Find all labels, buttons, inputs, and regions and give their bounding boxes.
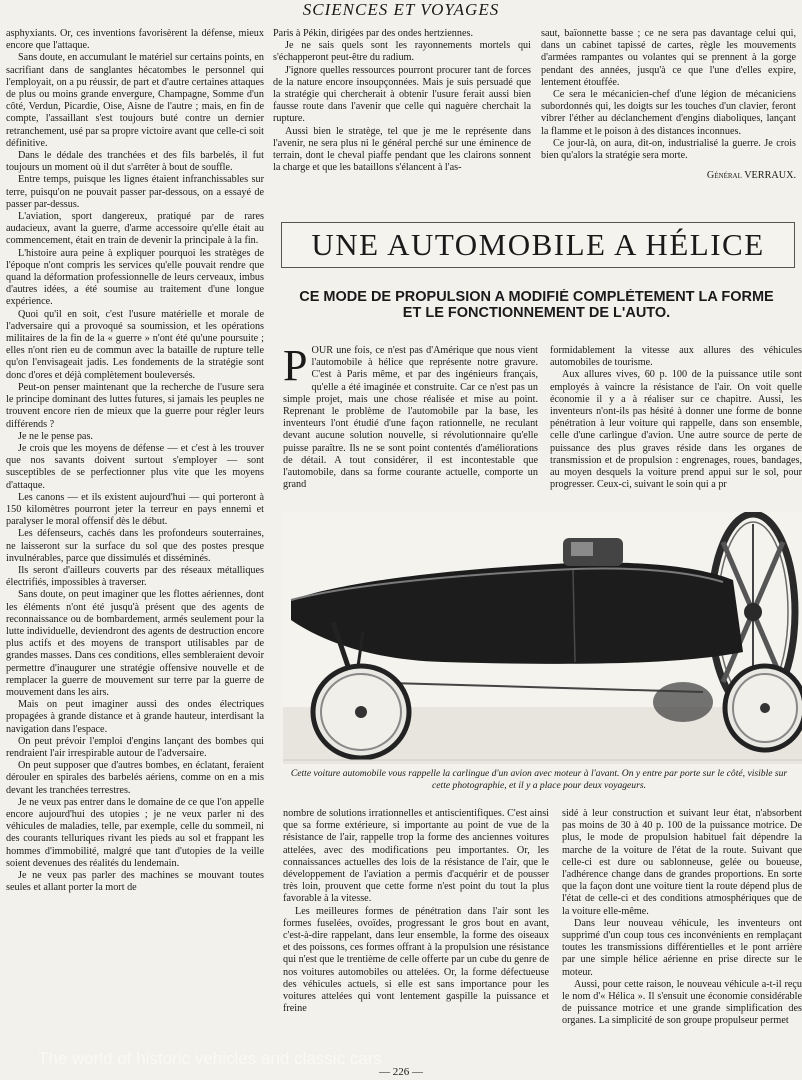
- column1-paragraph: On peut supposer que d'autres bombes, en éclatant, feraient dérouler en spirales des barbelés aériens, comme on en a mis devant les tranchées terrestres.: [6, 760, 264, 796]
- column1-paragraph: Je ne le pense pas.: [18, 430, 93, 442]
- column-2-top: [273, 28, 531, 204]
- column2-paragraph: Je ne sais quels sont les rayonnements mortels qui s'échapperont peut-être du radium.: [273, 40, 531, 64]
- column1-paragraph: Les canons — et ils existent aujourd'hui — qui porteront à 150 kilomètres pourront jeter la terreur en pays ennemi et paralyser le moral offensif dès le début.: [6, 491, 264, 528]
- column1-paragraph: Je crois que les moyens de défense — et c'est à les trouver que nos savants doivent surtout s'employer — sont susceptibles de se perfectionner plus vite que les moyens d'attaque.: [6, 442, 264, 491]
- article-paragraph: formidablement la vitesse aux allures des véhicules automobiles de tourisme.: [550, 345, 802, 369]
- lead-paragraph: OUR une fois, ce n'est pas d'Amérique que nous vient l'automobile à hélice que représente notre gravure. C'est à Paris même, et par des ingénieurs français, qu'elle a été imaginée et construite. Car ce n'est pas un simple projet, mais une chose réalisée et mise au point. Reprenant le problème de l'automobile par la base, les inventeurs l'ont étudié d'une façon rationnelle, ne reculant devant aucune solution nouvelle, si révolutionnaire qu'elle puisse paraître. Ils ne se sont point contentés d'améliorations de détail. A tout considérer, il est incontestable que l'automobile, dans sa forme courante actuelle, comporte un grand: [283, 345, 538, 491]
- figure-caption: Cette voiture automobile vous rappelle la carlingue d'un avion avec moteur à l'avant. On y entre par porte sur le côté, visible sur cette photographie, et il y a place pour deux voyageurs.: [290, 768, 788, 791]
- column-3-top: [541, 28, 796, 204]
- front-wheel-icon: [313, 666, 409, 758]
- column1-paragraph: Sans doute, on peut imaginer que les flottes aériennes, dont les éléments n'ont été jusqu'à présent que des agents de reconnaissance ou de bombardement, armés seulement pour la lutte individuelle, deviendront des agents de destruction encore plus actifs et des moyens de transport utilisables par de grandes masses. Dans ces conditions, elles sembleraient devoir permettre d'inaugurer une stratégie offensive nouvelle et de remplacer la guerre de mouvement sur terre par la guerre de mouvement dans les airs.: [6, 589, 264, 698]
- masthead: SCIENCES ET VOYAGES: [302, 0, 500, 19]
- column1-paragraph: Ils seront d'ailleurs couverts par des réseaux métalliques électrifiés, impossibles à traverser.: [6, 564, 264, 589]
- column2-paragraph: J'ignore quelles ressources pourront procurer tant de forces de la nature encore insoupçonnées. Mais je suis persuadé que la stratégie qui chercherait à obtenir l'usure ferait aussi bien fausse route dans l'avenir que celle qui naguère cherchait la rupture.: [273, 64, 531, 125]
- article-column-3-bottom: [562, 808, 802, 1058]
- column3-paragraph: Ce sera le mécanicien-chef d'une légion de mécaniciens subordonnés qui, les doigts sur les touches d'un clavier, feront vibrer l'éther au déclanchement d'engins diaboliques, lançant la flamme et le poison à des distances inconnues.: [541, 89, 796, 137]
- article-paragraph: Dans leur nouveau véhicule, les inventeurs ont supprimé d'un coup tous ces inconvénients en remplaçant toutes les transmissions différentielles et le pont arrière par une simple hélice aérienne en prise directe sur le moteur.: [562, 917, 802, 978]
- column1-paragraph: Je ne veux pas entrer dans le domaine de ce que l'on appelle encore aujourd'hui des utopies ; je ne veux parler ni des véhicules de maladies, telle, par exemple, celle du sommeil, ni des courants telluriques rivant les pieds au sol et frappant les hommes d'immobilité, malgré que tant d'utopies de la veille soient devenues des réalités du lendemain.: [6, 796, 264, 869]
- column1-paragraph: Entre temps, puisque les lignes étaient infranchissables sur terre, puisqu'on ne pouvait passer par-dessous, on a essayé de passer par-dessus.: [6, 174, 264, 210]
- rear-wheel-icon: [725, 666, 802, 750]
- article-paragraph: Aux allures vives, 60 p. 100 de la puissance utile sont employés à vaincre la résistance de l'air. On voit quelle économie il y a à réaliser sur ce chapitre. Aussi, les inventeurs n'ont-ils pas hésité à donner une forme de bonne pénétration à leur voiture qui rappelle, dans son ensemble, celle d'une carlingue d'avion. Une autre source de perte de puissance des plus graves réside dans les organes de transmission et de propulsion : engrenages, roues, bandages, au moyen desquels la voiture prend appui sur le sol, pour progresser. Ceux-ci, suivant le soin qui a pr: [550, 369, 802, 491]
- drop-cap: P: [283, 345, 308, 390]
- column1-paragraph: asphyxiants. Or, ces inventions favorisèrent la défense, mieux encore que l'attaque.: [6, 28, 264, 52]
- article-paragraph: sidé à leur construction et suivant leur état, n'absorbent pas moins de 30 à 40 p. 100 de la puissance motrice. De plus, le mode de propulsion habituel fait dépendre la marche de la voiture de l'état de la route. Suivant que celle-ci est dure ou sablonneuse, gelée ou boueuse, l'adhérence change dans de grandes proportions. En sorte que la façon dont une voiture tient la route dépend plus de l'état de celle-ci et des conditions atmosphériques que de la voiture elle-même.: [562, 808, 802, 917]
- column3-paragraph: saut, baïonnette basse ; ce ne sera pas davantage celui qui, dans un cabinet tapissé de cartes, règle les mouvements d'armées rampantes ou volantes qui se prennent à la gorge pendant des années, jusqu'à ce que l'une d'elles expire, lentement étouffée.: [541, 28, 796, 88]
- page-number: — 226 —: [379, 1066, 423, 1078]
- column1-paragraph: Les défenseurs, cachés dans les profondeurs souterraines, ne laisseront sur la surface du sol que des postes presque invulnérables, parce que dissimulés et disséminés.: [6, 528, 264, 564]
- article-paragraph: nombre de solutions irrationnelles et antiscientifiques. C'est ainsi que sa forme extérieure, si importante au point de vue de la résistance de l'air, rappelle trop la forme des anciennes voitures attelées, avec des modifications peu importantes. Or, les connaissances actuelles des lois de la résistance de l'air, que le développement de l'aviation a permis d'acquérir et de pousser très loin, prouvent que cette forme n'est point du tout la plus favorable à la vitesse.: [283, 808, 549, 905]
- watermark-text: The world of historic vehicles and classic cars: [38, 1049, 382, 1068]
- article-lead-column: [283, 345, 538, 509]
- column3-paragraph: Ce jour-là, on aura, dit-on, industrialisé la guerre. Je crois bien qu'alors la stratégie sera morte.: [541, 137, 796, 162]
- column1-paragraph: L'histoire aura peine à expliquer pourquoi les stratèges de l'époque n'ont compris les services qu'elle pouvait rendre que quand la déformation professionnelle de leurs cerveaux, imbus d'autres idées, a été soumise au traitement d'une longue expérience.: [6, 247, 264, 308]
- column1-paragraph: Peut-on penser maintenant que la recherche de l'usure sera le principe dominant des luttes futures, si jamais les peuples ne trouvent encore rien de mieux que la guerre pour régler leurs différends ?: [6, 381, 264, 430]
- article-title: UNE AUTOMOBILE A HÉLICE: [281, 222, 795, 268]
- column-1: [6, 28, 264, 1058]
- author-signature: Général VERRAUX.: [706, 170, 796, 182]
- column1-paragraph: On peut prévoir l'emploi d'engins lançant des bombes qui rendraient l'air irrespirable autour de l'adversaire.: [6, 735, 264, 759]
- article-column-3: [550, 345, 802, 509]
- column1-paragraph: Je ne veux pas parler des machines se mouvant toutes seules et allant porter la mort de: [6, 870, 264, 894]
- article-paragraph: Aussi, pour cette raison, le nouveau véhicule a-t-il reçu le nom d'« Hélica ». Il s'ensuit une économie considérable de puissance motrice et une grande simplification des organes. La simplicité de son groupe propulseur permet: [562, 978, 802, 1027]
- propeller-car-photo: [283, 512, 802, 764]
- propeller-car-illustration: [283, 512, 802, 764]
- article-paragraph: Les meilleures formes de pénétration dans l'air sont les formes fuselées, ovoïdes, progressant le gros bout en avant, c'est-à-dire rappelant, dans leur ensemble, la forme des oiseaux et des poissons, ces formes offrant à la propulsion une résistance qui n'est que le trentième de celle offerte par un cube du genre de nos voitures automobiles ou attelées. Or, la forme défectueuse des véhicules actuels, si elle est sans importance pour les voitures attelées qui vont lentement gaspille la puissance et freine: [283, 905, 549, 1015]
- column1-paragraph: Quoi qu'il en soit, c'est l'usure matérielle et morale de l'adversaire qui a provoqué sa soumission, et les opérations militaires de la fin de la « guerre » n'ont été qu'une poursuite ; elles n'ont rien eu de commun avec la bataille de rupture telle qu'on l'envisageait jadis. Les fondements de la stratégie sont donc d'ores et déjà complètement bouleversés.: [6, 308, 264, 381]
- column2-paragraph: Paris à Pékin, dirigées par des ondes hertziennes.: [273, 28, 474, 39]
- column1-paragraph: Mais on peut imaginer aussi des ondes électriques propagées à grande distance et à grande hauteur, interdisant la navigation dans l'espace.: [6, 699, 264, 735]
- article-subtitle: [271, 289, 802, 329]
- column1-paragraph: L'aviation, sport dangereux, pratiqué par de rares audacieux, avant la guerre, d'arme accessoire qu'elle était au commencement, était en train de devenir la principale à la fin.: [6, 211, 264, 247]
- article-column-2-bottom: [283, 808, 549, 1060]
- column2-paragraph: Aussi bien le stratège, tel que je me le représente dans l'avenir, ne sera plus ni le général perché sur une éminence de terrain, dont le cheval piaffe pendant que les clairons sonnent la charge et que les bataillons s'élancent à l'as-: [273, 125, 531, 174]
- subtitle-line-2: ET LE FONCTIONNEMENT DE L'AUTO.: [402, 305, 671, 321]
- column1-paragraph: Dans le dédale des tranchées et des fils barbelés, il fut toujours un moment où il dut s'arrêter à bout de souffle.: [6, 150, 264, 174]
- column1-paragraph: Sans doute, en accumulant le matériel sur certains points, en sacrifiant dans de sanglantes hécatombes le personnel qui l'employait, on a pu réussir, de part et d'autre certaines attaques de plus ou moins grande envergure, Champagne, Somme d'un côté, Verdun, Picardie, Oise, Aisne de l'autre ; mais, en fin de compte, l'assaillant s'est toujours buté contre un dernier retranchement, usé par sa propre victoire avant que celle-ci soit définitive.: [6, 52, 264, 149]
- subtitle-line-1: CE MODE DE PROPULSION A MODIFIÉ COMPLÈTEMENT LA FORME: [299, 289, 774, 305]
